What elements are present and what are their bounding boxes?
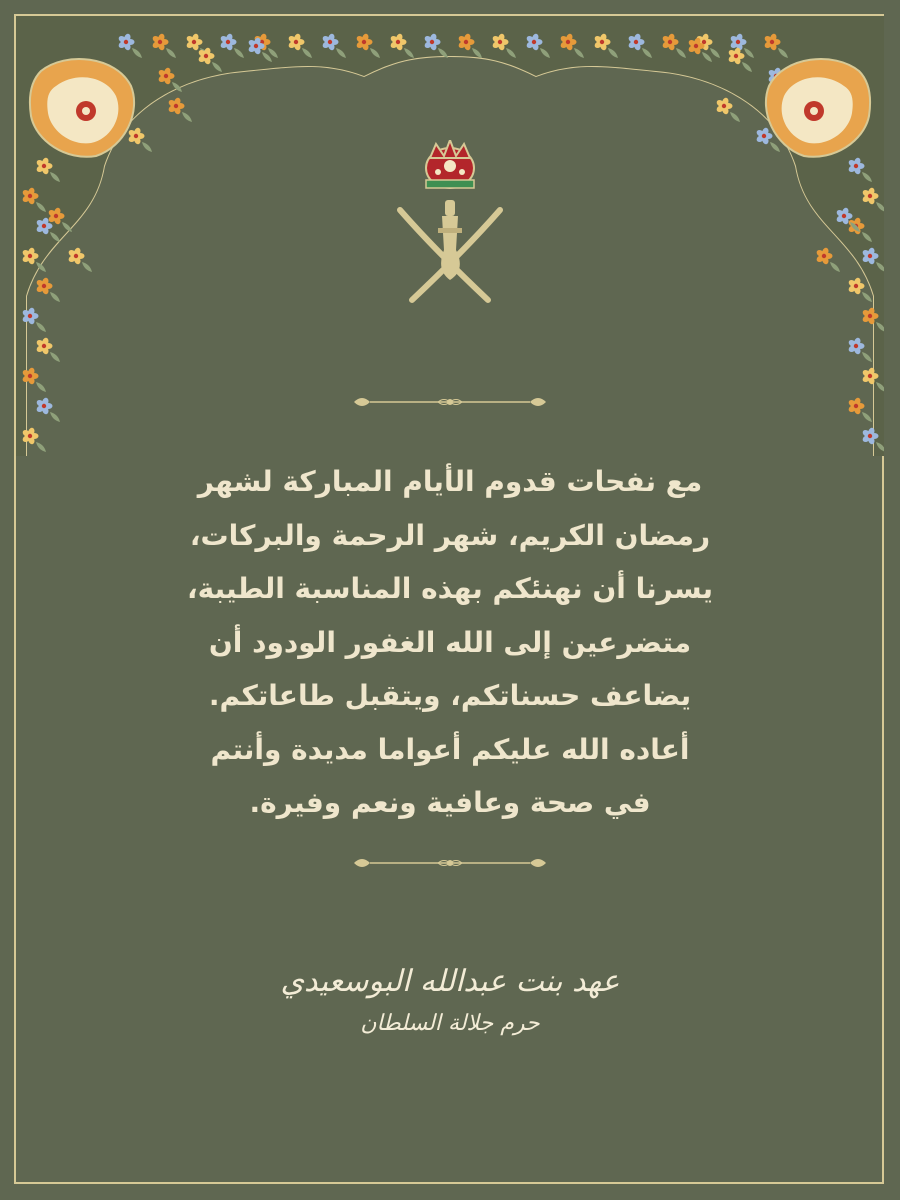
floral-ornament <box>715 97 740 122</box>
signature-block <box>270 960 630 1042</box>
signature-title: حرم جلالة السلطان <box>360 1011 540 1036</box>
signature-name: عهد بنت عبدالله البوسعيدي <box>280 964 620 999</box>
message-line: يسرنا أن نهنئكم بهذه المناسبة الطيبة، <box>186 572 714 605</box>
floral-ornament <box>847 337 872 362</box>
floral-ornament <box>67 247 92 272</box>
message-line: أعاده الله عليكم أعواما مديدة وأنتم <box>210 732 690 766</box>
floral-ornament <box>847 397 872 422</box>
ornamental-divider-bottom-icon <box>350 855 550 871</box>
floral-ornament <box>167 97 192 122</box>
ornamental-divider-top-icon <box>350 394 550 410</box>
message-line: يضاعف حسناتكم، ويتقبل طاعاتكم. <box>208 679 692 712</box>
message-line: مع نفحات قدوم الأيام المباركة لشهر <box>197 465 703 498</box>
floral-ornament <box>35 277 60 302</box>
message-line: رمضان الكريم، شهر الرحمة والبركات، <box>189 518 711 552</box>
message-line: في صحة وعافية ونعم وفيرة. <box>249 786 651 819</box>
floral-ornament <box>35 397 60 422</box>
floral-ornament <box>127 127 152 152</box>
greeting-message <box>170 455 730 830</box>
message-line: متضرعين إلى الله الغفور الودود أن <box>208 625 692 659</box>
floral-ornament <box>35 337 60 362</box>
khanjar-emblem-icon <box>390 140 510 310</box>
floral-ornament <box>815 247 840 272</box>
